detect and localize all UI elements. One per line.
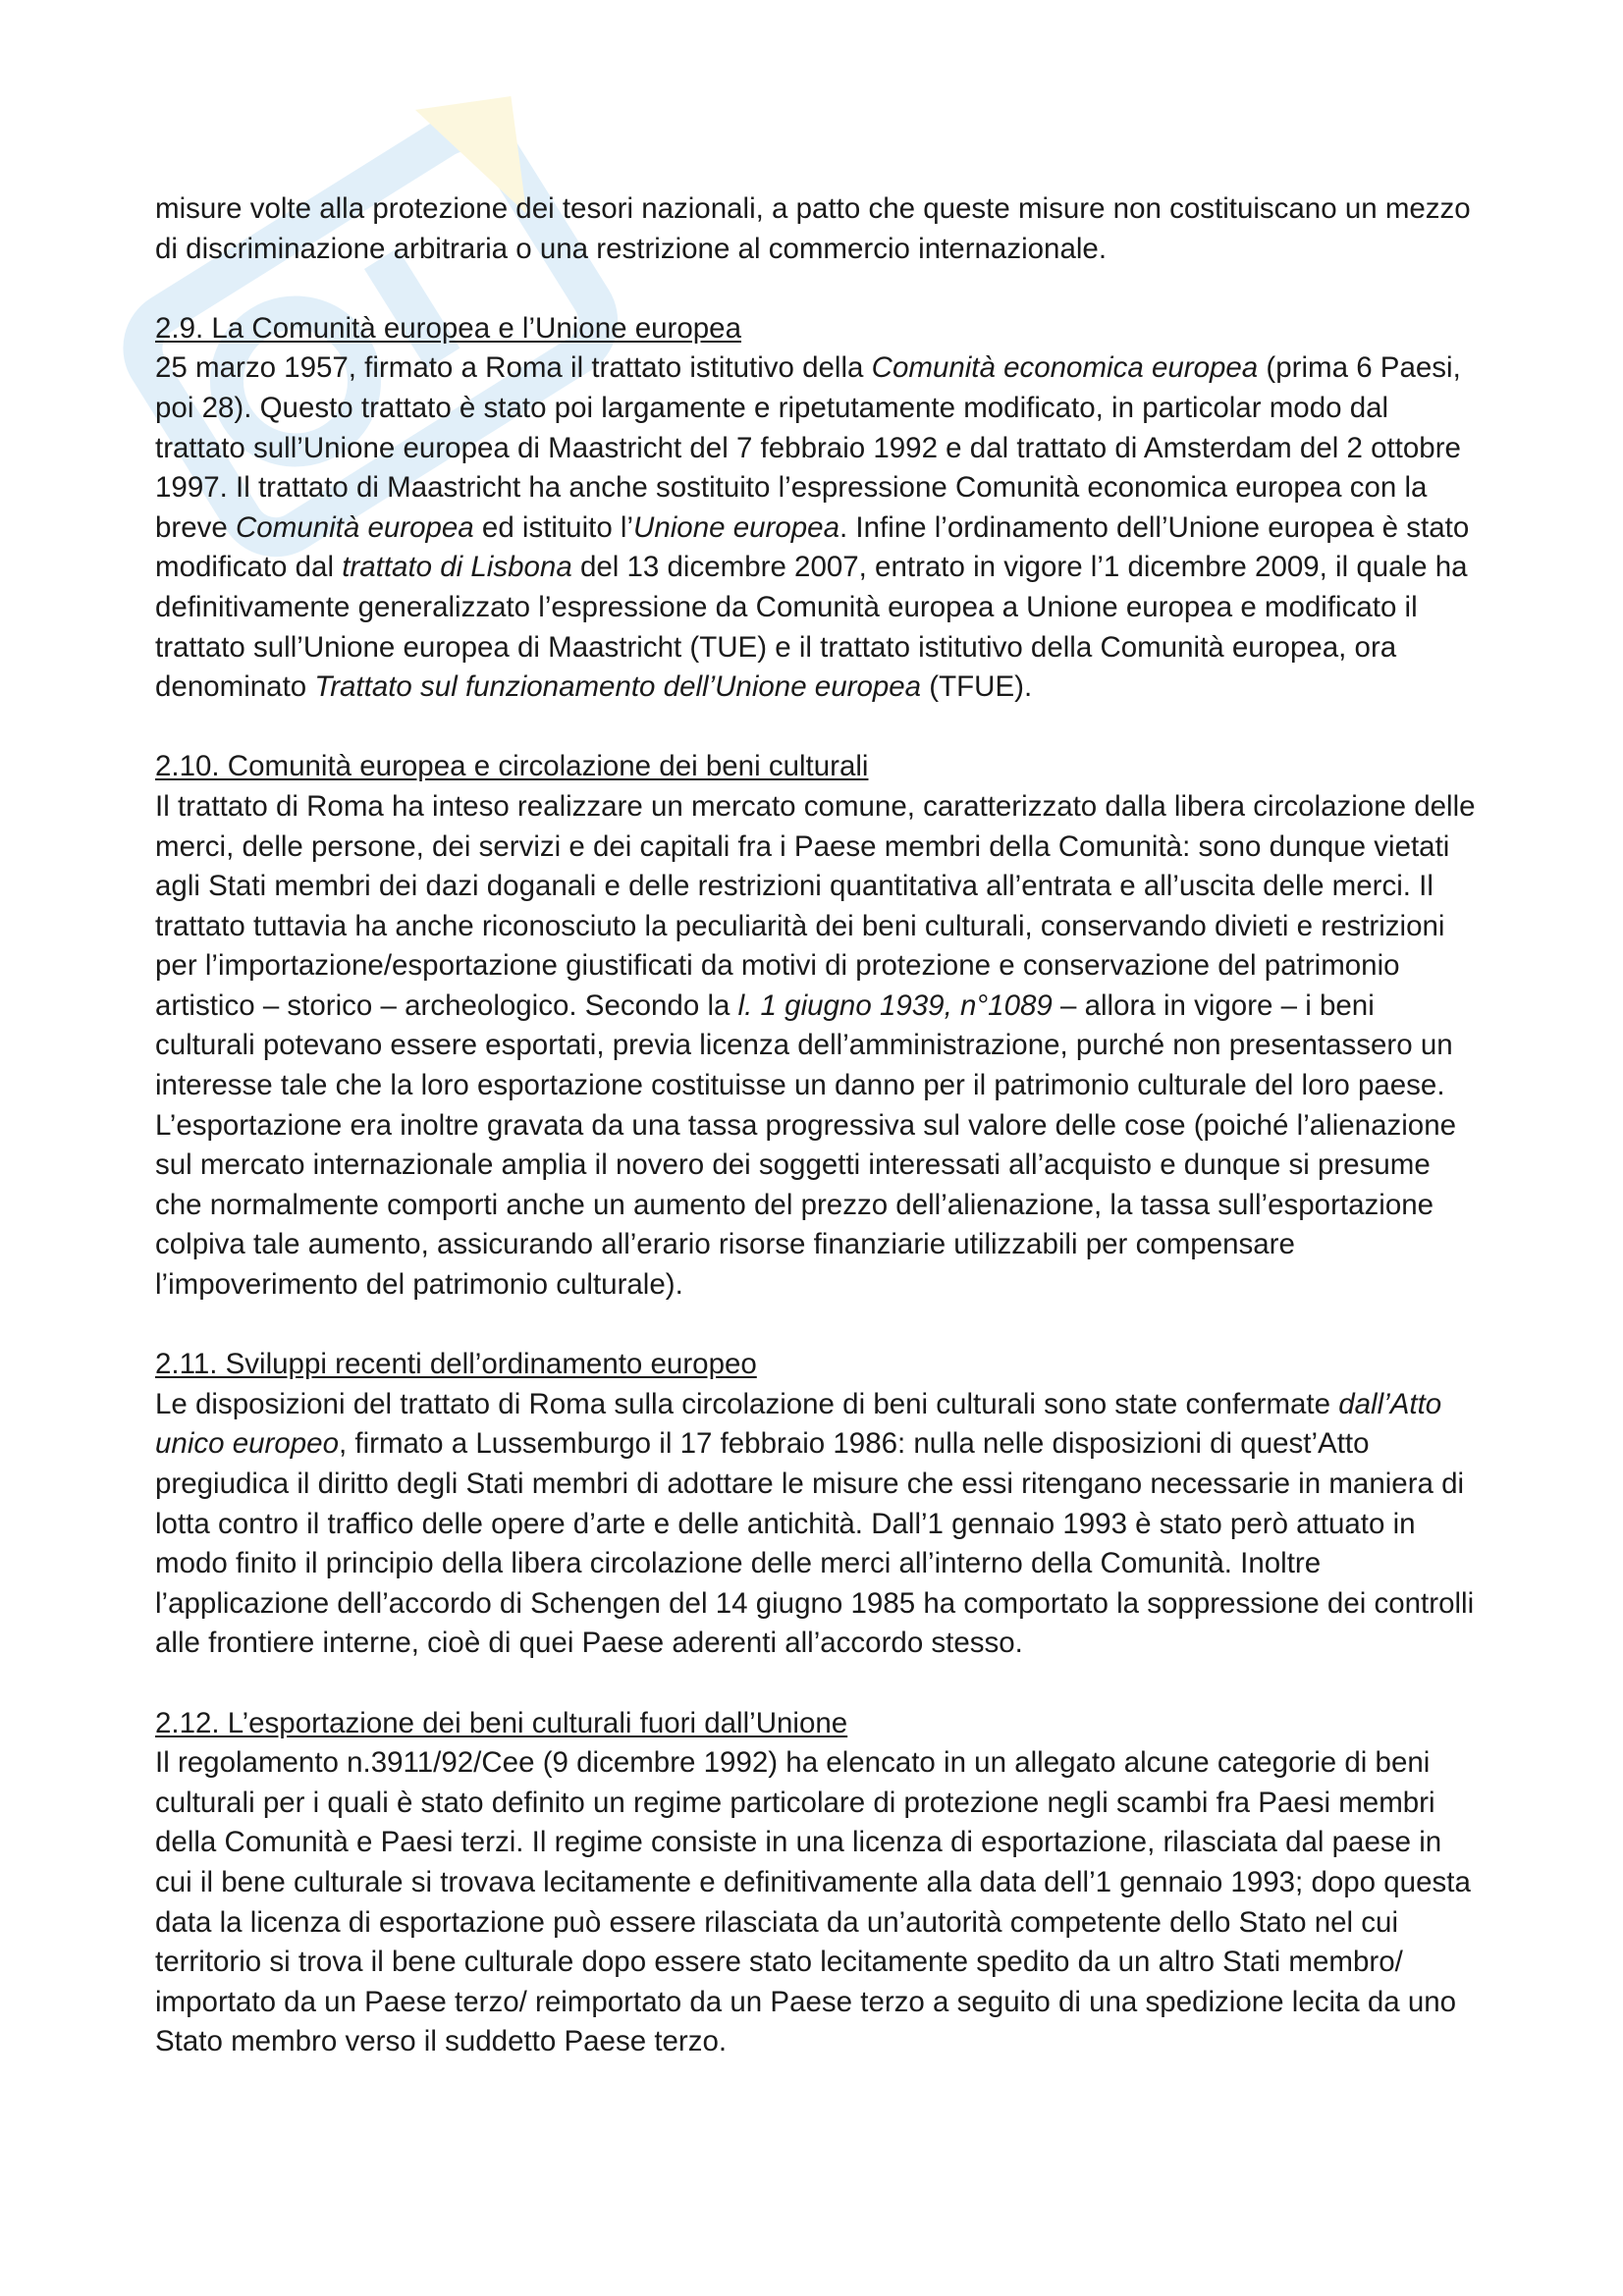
paragraph-spacer xyxy=(155,269,1477,309)
intro-paragraph: misure volte alla protezione dei tesori nazionali, a patto che queste misure non costituiscano un mezzo di discriminazione arbitraria o una restrizione al commercio internazionale. xyxy=(155,192,1471,265)
paragraph-spacer xyxy=(155,708,1477,748)
paragraph-spacer xyxy=(155,1664,1477,1704)
section-2-10-paragraph: Il trattato di Roma ha inteso realizzare un mercato comune, caratterizzato dalla libera circolazione delle merci, delle persone, dei servizi e dei capitali fra i Paese membri della Comunità: sono dunque vietati agli Stati membri dei dazi doganali e delle restrizioni quantitativa all’entrata e all’uscita delle merci. Il trattato tuttavia ha anche riconosciuto la peculiarità dei beni culturali, conservando divieti e restrizioni per l’importazione/esportazione giustificati da motivi di protezione e conservazione del patrimonio artistico – storico – archeologico. Secondo la l. 1 giugno 1939, n°1089 – allora in vigore – i beni culturali potevano essere esportati, previa licenza dell’amministrazione, purché non presentassero un interesse tale che la loro esportazione costituisse un danno per il patrimonio culturale del loro paese. L’esportazione era inoltre gravata da una tassa progressiva sul valore delle cose (poiché l’alienazione sul mercato internazionale amplia il novero dei soggetti interessati all’acquisto e dunque si presume che normalmente comporti anche un aumento del prezzo dell’alienazione, la tassa sull’esportazione colpiva tale aumento, assicurando all’erario risorse finanziarie utilizzabili per compensare l’impoverimento del patrimonio culturale). xyxy=(155,789,1476,1302)
document-body xyxy=(155,189,1477,2062)
section-heading-2-12: 2.12. L’esportazione dei beni culturali fuori dall’Unione xyxy=(155,1706,848,1739)
paragraph-spacer xyxy=(155,1306,1477,1346)
section-heading-2-10: 2.10. Comunità europea e circolazione dei beni culturali xyxy=(155,750,869,783)
section-2-9-paragraph: 25 marzo 1957, firmato a Roma il trattato istitutivo della Comunità economica europea (prima 6 Paesi, poi 28). Questo trattato è stato poi largamente e ripetutamente modificato, in particolar modo dal trattato sull’Unione europea di Maastricht del 7 febbraio 1992 e dal trattato di Amsterdam del 2 ottobre 1997. Il trattato di Maastricht ha anche sostituito l’espressione Comunità economica europea con la breve Comunità europea ed istituito l’Unione europea. Infine l’ordinamento dell’Unione europea è stato modificato dal trattato di Lisbona del 13 dicembre 2007, entrato in vigore l’1 dicembre 2009, il quale ha definitivamente generalizzato l’espressione da Comunità europea a Unione europea e modificato il trattato sull’Unione europea di Maastricht (TUE) e il trattato istitutivo della Comunità europea, ora denominato Trattato sul funzionamento dell’Unione europea (TFUE). xyxy=(155,351,1470,704)
section-2-11-paragraph: Le disposizioni del trattato di Roma sulla circolazione di beni culturali sono state confermate dall’Atto unico europeo, firmato a Lussemburgo il 17 febbraio 1986: nulla nelle disposizioni di quest’Atto pregiudica il diritto degli Stati membri di adottare le misure che essi ritengano necessarie in maniera di lotta contro il traffico delle opere d’arte e delle antichità. Dall’1 gennaio 1993 è stato però attuato in modo finito il principio della libera circolazione delle merci all’interno della Comunità. Inoltre l’applicazione dell’accordo di Schengen del 14 giugno 1985 ha comportato la soppressione dei controlli alle frontiere interne, cioè di quei Paese aderenti all’accordo stesso. xyxy=(155,1387,1475,1660)
section-heading-2-11: 2.11. Sviluppi recenti dell’ordinamento europeo xyxy=(155,1348,757,1381)
section-heading-2-9: 2.9. La Comunità europea e l’Unione europea xyxy=(155,311,741,345)
section-2-12-paragraph: Il regolamento n.3911/92/Cee (9 dicembre 1992) ha elencato in un allegato alcune categorie di beni culturali per i quali è stato definito un regime particolare di protezione negli scambi fra Paesi membri della Comunità e Paesi terzi. Il regime consiste in una licenza di esportazione, rilasciata dal paese in cui il bene culturale si trovava lecitamente e definitivamente alla data dell’1 gennaio 1993; dopo questa data la licenza di esportazione può essere rilasciata da un’autorità competente dello Stato nel cui territorio si trova il bene culturale dopo essere stato lecitamente spedito da un altro Stati membro/ importato da un Paese terzo/ reimportato da un Paese terzo a seguito di una spedizione lecita da uno Stato membro verso il suddetto Paese terzo. xyxy=(155,1746,1471,2058)
